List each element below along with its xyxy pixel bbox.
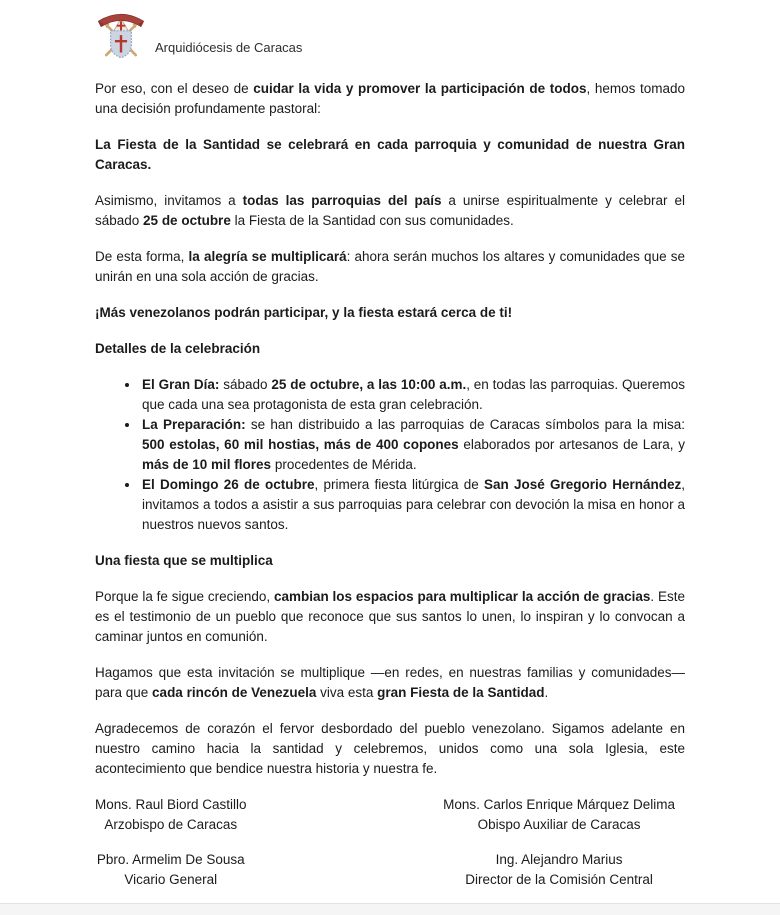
- bold-text: San José Gregorio Hernández: [483, 477, 682, 492]
- bold-text: más de 10 mil flores: [142, 457, 272, 472]
- bold-text: El Gran Día:: [142, 377, 220, 392]
- bold-text: La Preparación:: [142, 417, 246, 432]
- signature-name: Mons. Raul Biord Castillo: [95, 797, 247, 812]
- doc-paragraph: [95, 247, 685, 287]
- body-text: viva esta: [316, 685, 378, 700]
- body-text: De esta forma,: [95, 249, 189, 264]
- bold-text: cambian los espacios para multiplicar la acción de gracias: [273, 589, 651, 604]
- body-text: Porque la fe sigue creciendo,: [95, 589, 274, 604]
- doc-heading: [95, 303, 685, 323]
- bold-text: cuidar la vida y promover la participación de todos: [253, 81, 587, 96]
- signature: [443, 795, 675, 835]
- letterhead: [95, 8, 685, 62]
- bullet-item: [140, 415, 685, 475]
- bold-text: Detalles de la celebración: [95, 341, 261, 356]
- body-text: Agradecemos de corazón el fervor desbordado del pueblo venezolano. Sigamos adelante en nuestro camino hacia la santidad y celebremos, unidos como una sola Iglesia, este acontecimiento que bendice nuestra historia y nuestra fe.: [95, 721, 685, 776]
- signature: [95, 850, 247, 890]
- signature-block: [95, 795, 685, 890]
- bold-text: gran Fiesta de la Santidad: [377, 685, 545, 700]
- org-name: Arquidiócesis de Caracas: [155, 40, 303, 55]
- doc-paragraph: [95, 79, 685, 119]
- page-bottom-bar: [0, 903, 780, 915]
- body-text: , primera fiesta litúrgica de: [314, 477, 484, 492]
- body-text: Por eso, con el deseo de: [95, 81, 254, 96]
- body-text: , invitamos a todos a asistir a sus parroquias para celebrar con devoción la misa en honor a nuestros nuevos santos.: [142, 477, 685, 532]
- bullet-item: [140, 375, 685, 415]
- doc-paragraph: [95, 663, 685, 703]
- body-text: la Fiesta de la Santidad con sus comunidades.: [230, 213, 514, 228]
- archdiocese-coat-of-arms-logo: [95, 10, 147, 62]
- bold-text: todas las parroquias del país: [242, 193, 442, 208]
- bold-text: 25 de octubre: [143, 213, 231, 228]
- document-body: [95, 79, 685, 779]
- doc-paragraph: [95, 135, 685, 175]
- doc-paragraph: [95, 191, 685, 231]
- signature-name: Mons. Carlos Enrique Márquez Delima: [443, 797, 675, 812]
- body-text: , en todas las parroquias. Queremos que cada una sea protagonista de esta gran celebración.: [142, 377, 685, 412]
- body-text: , hemos tomado una decisión profundamente pastoral:: [95, 81, 686, 116]
- bold-text: La Fiesta de la Santidad se celebrará en cada parroquia y comunidad de nuestra Gran Caracas.: [95, 137, 685, 172]
- bold-text: Una fiesta que se multiplica: [95, 553, 273, 568]
- bold-text: 500 estolas, 60 mil hostias, más de 400 copones: [142, 437, 459, 452]
- signature-title: Vicario General: [124, 872, 218, 887]
- doc-paragraph: [95, 719, 685, 779]
- signature-title: Arzobispo de Caracas: [104, 817, 238, 832]
- body-text: Asimismo, invitamos a: [95, 193, 243, 208]
- body-text: Hagamos que esta invitación se multiplique —en redes, en nuestras familias y comunidades— para que: [95, 665, 685, 700]
- bold-text: El Domingo 26 de octubre: [142, 477, 315, 492]
- bold-text: cada rincón de Venezuela: [152, 685, 317, 700]
- body-text: a unirse espiritualmente y celebrar el sábado: [95, 193, 685, 228]
- signature-title: Director de la Comisión Central: [465, 872, 653, 887]
- bullet-item: [140, 475, 685, 535]
- doc-heading: [95, 551, 685, 571]
- body-text: elaborados por artesanos de Lara, y: [458, 437, 686, 452]
- signature: [95, 795, 247, 835]
- body-text: sábado: [219, 377, 272, 392]
- bold-text: la alegría se multiplicará: [188, 249, 347, 264]
- signature-name: Ing. Alejandro Marius: [495, 852, 623, 867]
- signature-title: Obispo Auxiliar de Caracas: [477, 817, 641, 832]
- signature: [443, 850, 675, 890]
- doc-heading: [95, 339, 685, 359]
- body-text: procedentes de Mérida.: [271, 457, 417, 472]
- signature-name: Pbro. Armelim De Sousa: [96, 852, 245, 867]
- coat-of-arms-icon: [95, 10, 147, 62]
- bold-text: ¡Más venezolanos podrán participar, y la fiesta estará cerca de ti!: [95, 305, 513, 320]
- doc-paragraph: [95, 587, 685, 647]
- bullet-list: [95, 375, 685, 535]
- body-text: se han distribuido a las parroquias de Caracas símbolos para la misa:: [245, 417, 685, 432]
- body-text: : ahora serán muchos los altares y comunidades que se unirán en una sola acción de gracias.: [95, 249, 686, 284]
- body-text: . Este es el testimonio de un pueblo que reconoce que sus santos lo unen, lo inspiran y lo convocan a caminar juntos en comunión.: [95, 589, 685, 644]
- body-text: .: [544, 685, 549, 700]
- bold-text: 25 de octubre, a las 10:00 a.m.: [271, 377, 467, 392]
